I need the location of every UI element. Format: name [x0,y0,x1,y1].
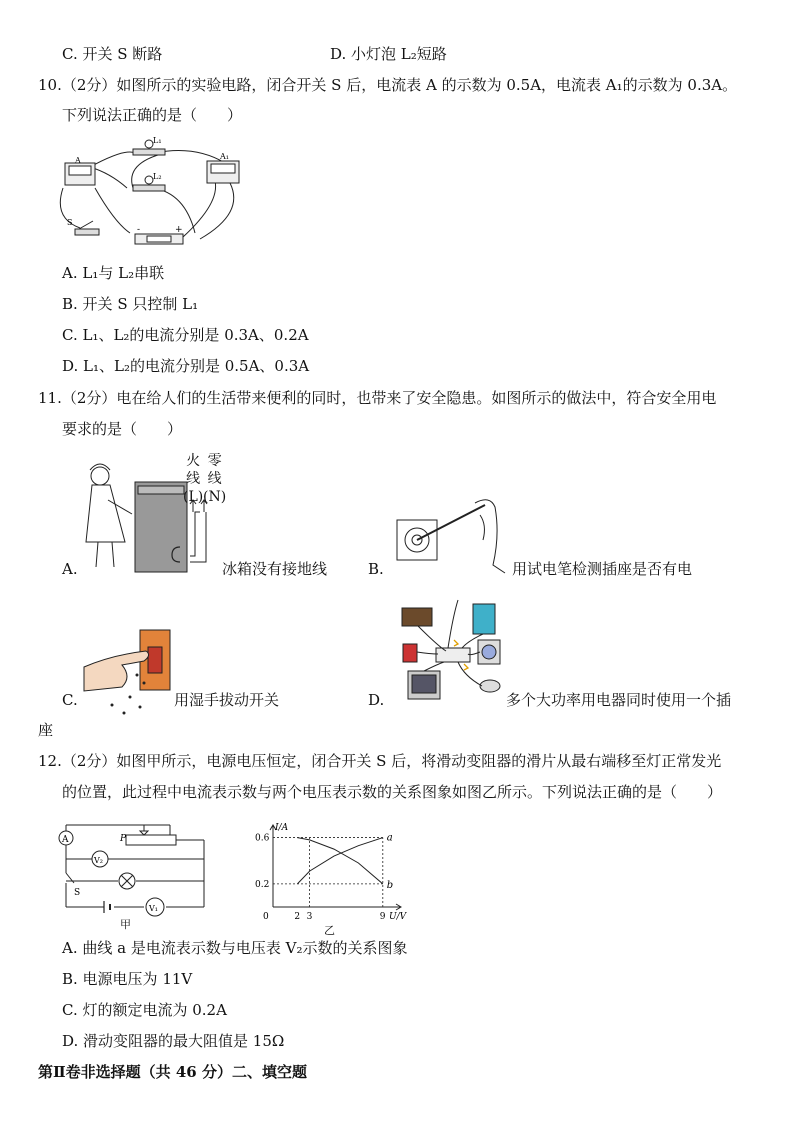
q11-option-b-text: 用试电笔检测插座是否有电 [512,560,693,578]
series-a-label: a [386,832,393,844]
q11-option-d-text: 多个大功率用电器同时使用一个插 [506,691,732,709]
section-heading: 第Ⅱ卷非选择题（共 46 分）二、填空题 [38,1063,307,1081]
q12-slider-label: P [120,834,127,844]
q12-option-d: D. 滑动变阻器的最大阻值是 15Ω [62,1032,285,1050]
q11-option-c-image [82,625,177,725]
q11-option-b-letter: B. [368,560,384,578]
q11-live-wire-label: 火 线 (L) [183,453,204,505]
q11-option-d-letter: D. [368,691,385,709]
origin-label: 0 [263,912,269,922]
q12-option-c: C. 灯的额定电流为 0.2A [62,1001,227,1019]
x-tick-label: 2 [294,912,301,922]
x-tick-label: 3 [306,912,313,922]
q12-switch-label: S [74,888,81,898]
q10-circuit-figure [55,133,255,253]
q9-option-c: C. 开关 S 断路 [62,45,163,63]
q10-stem-line-2: 下列说法正确的是（ ） [62,106,243,124]
q11-option-b-image [395,495,510,575]
q12-graph-caption: 乙 [324,924,335,937]
q11-option-c-letter: C. [62,691,78,709]
q10-stem-line-1: 10.（2分）如图所示的实验电路，闭合开关 S 后，电流表 A 的示数为 0.5A，电流表 A₁的示数为 0.3A。 [38,76,738,94]
q12-voltmeter-v2-label: V₂ [94,856,103,865]
series-b-line [297,838,382,884]
q12-circuit-figure [52,815,217,930]
q12-voltmeter-v1-label: V₁ [149,904,158,913]
q10-label-plus: + [175,225,183,235]
q12-option-b: B. 电源电压为 11V [62,970,193,988]
q10-option-b: B. 开关 S 只控制 L₁ [62,295,199,313]
q11-option-c-text: 用湿手拔动开关 [174,691,280,709]
q11-option-a-text: 冰箱没有接地线 [222,560,328,578]
q12-option-a: A. 曲线 a 是电流表示数与电压表 V₂示数的关系图象 [62,939,408,957]
q9-option-d: D. 小灯泡 L₂短路 [330,45,447,63]
q11-stem-line-2: 要求的是（ ） [62,420,183,438]
q12-stem-line-2: 的位置，此过程中电流表示数与两个电压表示数的关系图象如图乙所示。下列说法正确的是（ ） [62,783,723,801]
x-tick-label: 9 [379,912,386,922]
q12-stem-line-1: 12.（2分）如图甲所示，电源电压恒定，闭合开关 S 后，将滑动变阻器的滑片从最右端移至灯正常发光 [38,752,722,770]
y-axis-label: I/A [275,823,289,833]
q11-option-d-text-continuation: 座 [38,721,54,739]
x-axis-label: U/V [389,912,407,922]
q11-option-d-image [398,596,510,708]
q10-option-c: C. L₁、L₂的电流分别是 0.3A、0.2A [62,326,309,344]
q12-circuit-caption: 甲 [120,918,131,931]
q10-option-a: A. L₁与 L₂串联 [62,264,165,282]
q12-ammeter-label: A [62,835,69,845]
y-tick-label: 0.6 [255,833,270,844]
q11-neutral-wire-label: 零 线 (N) [203,453,227,505]
series-b-label: b [386,879,394,891]
series-a-line [297,838,382,884]
q10-label-minus: - [137,225,141,235]
y-tick-label: 0.2 [255,879,270,890]
q10-label-a: A [75,156,81,165]
q11-stem-line-1: 11.（2分）电在给人们的生活带来便利的同时，也带来了安全隐患。如图所示的做法中，符合安全用电 [38,389,717,407]
q11-option-a-letter: A. [62,560,78,578]
q10-label-l2: L₂ [153,172,162,181]
q10-option-d: D. L₁、L₂的电流分别是 0.5A、0.3A [62,357,310,375]
q10-label-s: S [67,218,73,227]
q10-label-l1: L₁ [153,136,162,145]
q10-label-a1: A₁ [220,152,229,161]
